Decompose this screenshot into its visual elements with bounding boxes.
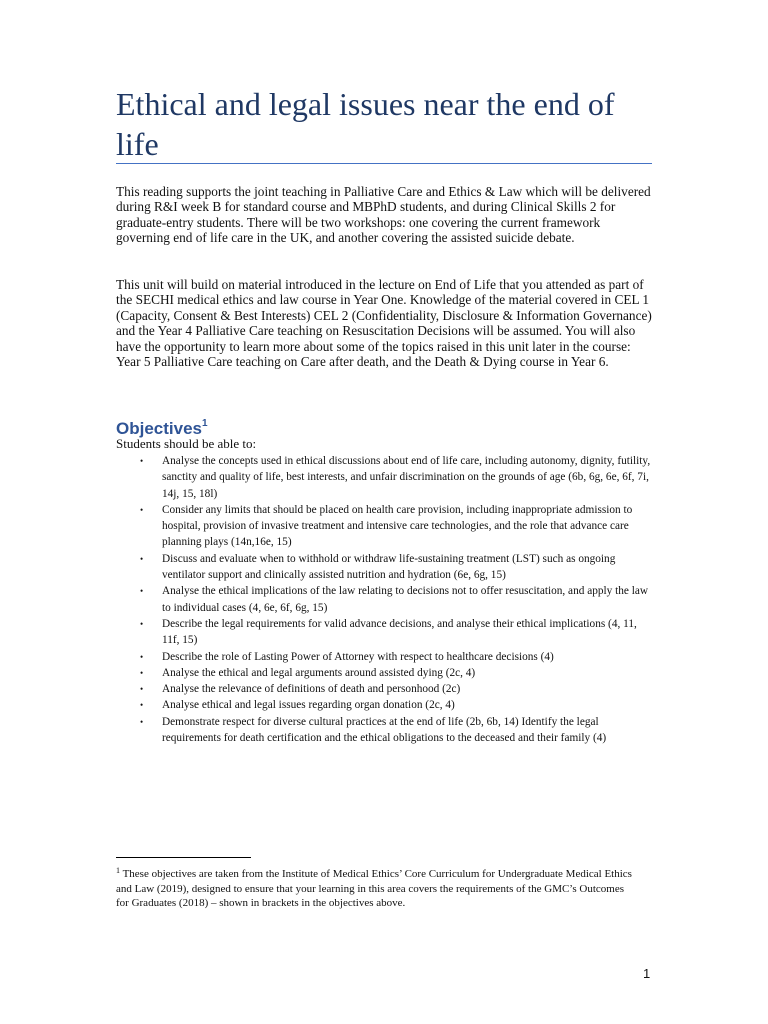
bullet-icon: • — [140, 667, 144, 678]
objectives-list — [116, 453, 656, 746]
bullet-icon: • — [140, 700, 144, 711]
objective-text: Analyse the ethical and legal arguments around assisted dying (2c, 4) — [162, 666, 476, 679]
bullet-icon: • — [140, 651, 144, 662]
objective-text: Analyse the relevance of definitions of death and personhood (2c) — [162, 683, 461, 696]
objective-text: Consider any limits that should be placed on health care provision, including inappropriate admission to hospital, provision of invasive treatment and intensive care technologies, and the role that advance care planning plays (14n,16e, 15) — [162, 503, 633, 549]
intro-paragraph-1: This reading supports the joint teaching in Palliative Care and Ethics & Law which will be delivered during R&I week B for standard course and MBPhD students, and during Clinical Skills 2 for graduate-entry students. There will be two workshops: one covering the current framework governing end of life care in the UK, and another covering the assisted suicide debate. — [116, 184, 651, 246]
objective-text: Analyse ethical and legal issues regarding organ donation (2c, 4) — [162, 699, 455, 712]
objective-text: Analyse the concepts used in ethical discussions about end of life care, including autonomy, dignity, futility, sanctity and quality of life, best interests, and unfair discrimination on the grounds of age (6b, 6g, 6e, 6f, 7i, 14j, 15, 18l) — [162, 455, 651, 500]
bullet-icon: • — [140, 586, 144, 597]
objectives-heading-text: Objectives — [116, 419, 202, 438]
footnote — [116, 864, 636, 911]
footnote-text: These objectives are taken from the Institute of Medical Ethics’ Core Curriculum for Undergraduate Medical Ethics and Law (2019), designed to ensure that your learning in this area covers the requirements of the GMC’s Outcomes for Graduates (2018) – shown in brackets in the objectives above. — [116, 868, 632, 909]
bullet-icon: • — [140, 553, 144, 564]
objective-text: Describe the legal requirements for valid advance decisions, and analyse their ethical implications (4, 11, 11f, 15) — [162, 617, 637, 647]
footnote-reference[interactable]: 1 — [202, 418, 208, 429]
objective-item — [116, 697, 656, 713]
page-title: Ethical and legal issues near the end of life — [116, 86, 615, 162]
bullet-icon: • — [140, 504, 144, 515]
bullet-icon: • — [140, 456, 144, 466]
objective-item — [116, 551, 656, 584]
objective-text: Analyse the ethical implications of the law relating to decisions not to offer resuscitation, and apply the law to individual cases (4, 6e, 6f, 6g, 15) — [162, 585, 649, 614]
footnote-separator — [116, 857, 251, 858]
objective-item — [116, 681, 656, 697]
page-number: 1 — [643, 966, 651, 981]
footnote-number: 1 — [116, 866, 120, 875]
bullet-icon: • — [140, 716, 144, 727]
objective-item — [116, 583, 656, 616]
objective-item — [116, 649, 656, 665]
objective-item — [116, 616, 656, 649]
bullet-icon: • — [140, 684, 144, 695]
objective-item — [116, 502, 656, 551]
intro-paragraph-2: This unit will build on material introduced in the lecture on End of Life that you attended as part of the SECHI medical ethics and law course in Year One. Knowledge of the material covered in CEL 1 (Capacity, Consent & Best Interests) CEL 2 (Confidentiality, Disclosure & Information Governance) and the Year 4 Palliative Care teaching on Resuscitation Decisions will be assumed. You will also have the opportunity to learn more about some of the topics raised in this unit later in the course: Year 5 Palliative Care teaching on Care after death, and the Death & Dying course in Year 6. — [116, 277, 652, 370]
objective-item — [116, 453, 656, 502]
objective-item — [116, 714, 656, 747]
objective-text: Discuss and evaluate when to withhold or withdraw life-sustaining treatment (LST) such as ongoing ventilator support and clinically assisted nutrition and hydration (6e, 6g, 15) — [162, 552, 616, 582]
title-rule — [116, 163, 652, 164]
objective-item — [116, 665, 656, 681]
bullet-icon: • — [140, 618, 144, 629]
objective-text: Demonstrate respect for diverse cultural practices at the end of life (2b, 6b, 14) Identify the legal requirements for death certification and the ethical obligations to the deceased and their family (4) — [162, 715, 607, 745]
objective-text: Describe the role of Lasting Power of Attorney with respect to healthcare decisions (4) — [162, 650, 554, 663]
objectives-intro: Students should be able to: — [116, 436, 257, 451]
